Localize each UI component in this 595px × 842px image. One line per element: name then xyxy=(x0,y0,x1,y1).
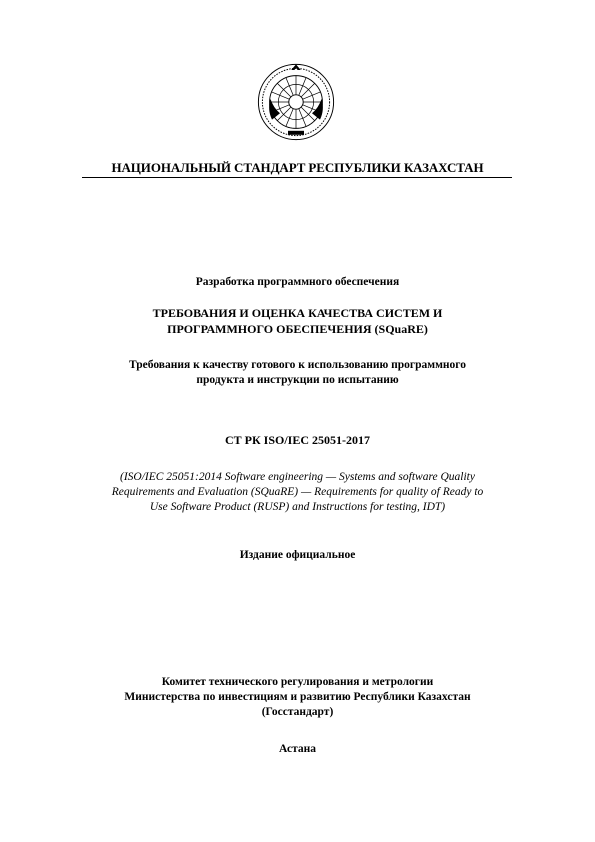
header-title: НАЦИОНАЛЬНЫЙ СТАНДАРТ РЕСПУБЛИКИ КАЗАХСТАН xyxy=(111,160,484,175)
standard-designation: СТ РК ISO/IEC 25051-2017 xyxy=(224,433,371,447)
subtitle-line: Требования к качеству готового к использованию программного xyxy=(129,359,466,371)
publication-city: Астана xyxy=(278,743,317,755)
publisher-line: Министерства по инвестициям и развитию Республики Казахстан xyxy=(124,691,471,703)
main-title-line: ПРОГРАММНОГО ОБЕСПЕЧЕНИЯ (SQuaRE) xyxy=(167,322,428,336)
publisher-line: Комитет технического регулирования и метрологии xyxy=(161,676,434,688)
intl-line: (ISO/IEC 25051:2014 Software engineering — Systems and software Quality xyxy=(120,471,475,483)
intl-line: Use Software Product (RUSP) and Instructions for testing, IDT) xyxy=(149,501,446,513)
subtitle-line: продукта и инструкции по испытанию xyxy=(196,374,399,386)
edition-label: Издание официальное xyxy=(239,549,356,561)
header-divider xyxy=(82,177,512,178)
main-title-line: ТРЕБОВАНИЯ И ОЦЕНКА КАЧЕСТВА СИСТЕМ И xyxy=(152,306,443,320)
state-emblem-icon xyxy=(256,62,336,142)
main-title xyxy=(0,305,595,337)
international-standard-reference xyxy=(0,470,595,515)
subtitle xyxy=(0,358,595,388)
series-title: Разработка программного обеспечения xyxy=(195,276,400,288)
publisher-block xyxy=(0,675,595,720)
publisher-line: (Госстандарт) xyxy=(261,706,334,718)
intl-line: Requirements and Evaluation (SQuaRE) — Requirements for quality of Ready to xyxy=(111,486,484,498)
